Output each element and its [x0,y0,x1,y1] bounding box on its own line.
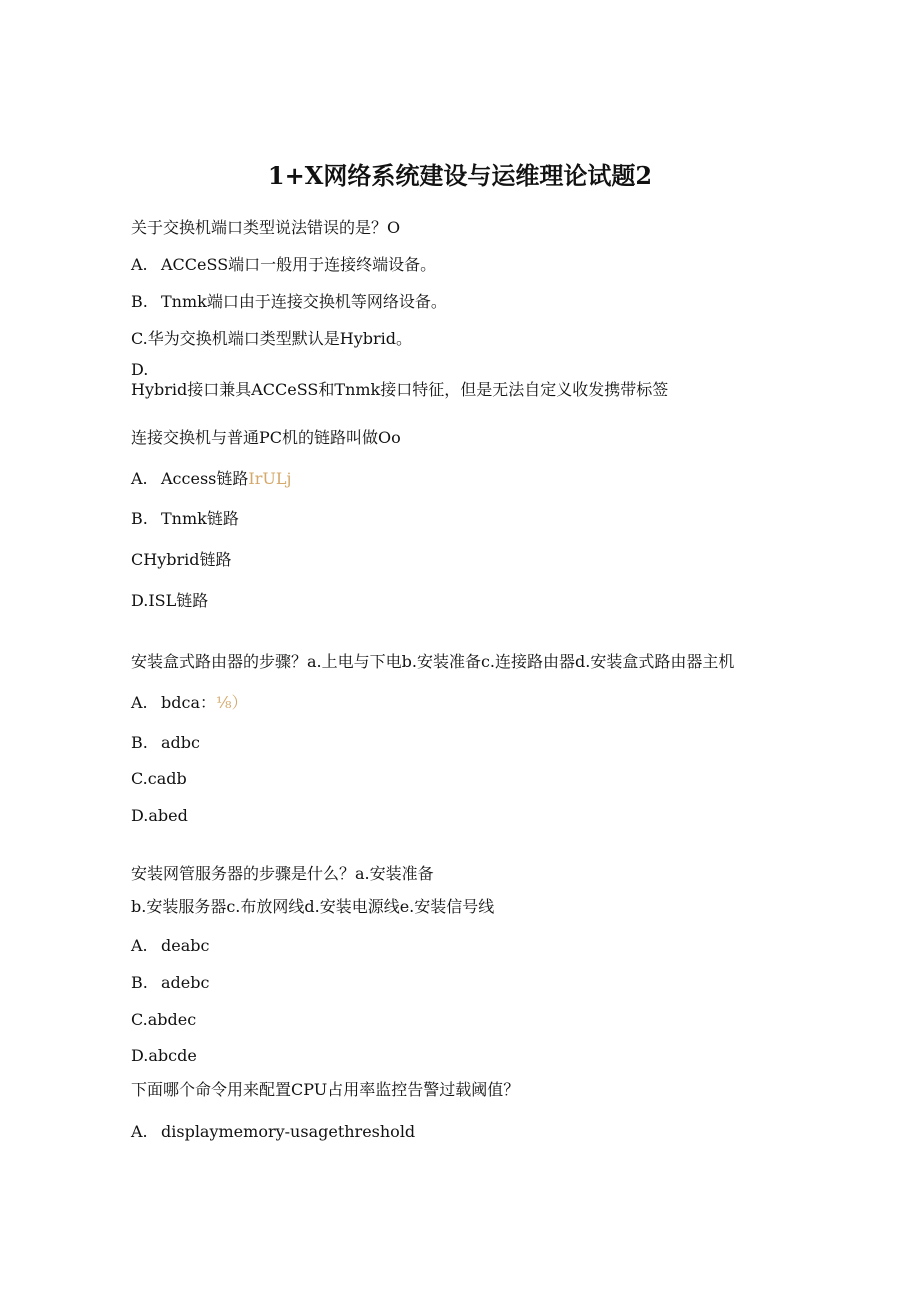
question-2-stem: 连接交换机与普通PC机的链路叫做Oo [131,428,401,447]
option-letter: B. [131,973,148,992]
question-1-option-d-label: D. [131,360,149,379]
question-1-stem: 关于交换机端口类型说法错误的是？O [131,218,401,237]
option-text: adebc [161,973,210,992]
option-text: adbc [161,733,200,752]
question-2-option-a [131,468,291,490]
question-4-stem: 安装网管服务器的步骤是什么？a.安装准备 [131,864,434,883]
handwritten-note: IrULj [248,469,292,488]
question-4-option-b [131,972,209,994]
option-letter: A. [131,255,148,274]
question-1-option-b [131,291,447,313]
question-3-option-c: C.cadb [131,769,187,788]
option-letter: B. [131,733,148,752]
question-3-option-a [131,692,248,714]
option-text: Access链路 [161,469,249,488]
handwritten-note: ⅛） [216,693,248,712]
question-1-option-c: C.华为交换机端口类型默认是Hybrid。 [131,329,413,348]
question-4-stem-continued: b.安装服务器c.布放网线d.安装电源线e.安装信号线 [131,897,495,916]
question-4-option-d: D.abcde [131,1046,197,1065]
option-letter: B. [131,292,148,311]
option-letter: A. [131,469,148,488]
page-title: 1+X网络系统建设与运维理论试题2 [267,161,653,190]
option-text: Tnmk链路 [161,509,239,528]
option-text: displaymemory-usagethreshold [161,1122,416,1141]
question-4-option-a [131,935,209,957]
option-letter: A. [131,1122,148,1141]
question-3-option-b [131,732,200,754]
option-text: bdca： [161,693,216,712]
option-letter: A. [131,693,148,712]
question-3-stem: 安装盒式路由器的步骤？a.上电与下电b.安装准备c.连接路由器d.安装盒式路由器主机 [131,652,735,671]
option-text: Tnmk端口由于连接交换机等网络设备。 [161,292,447,311]
question-2-option-d: D.ISL链路 [131,591,209,610]
question-2-option-c: CHybrid链路 [131,550,232,569]
option-text: ACCeSS端口一般用于连接终端设备。 [161,255,437,274]
question-3-option-d: D.abed [131,806,188,825]
option-letter: A. [131,936,148,955]
question-1-option-d: Hybrid接口兼具ACCeSS和Tnmk接口特征，但是无法自定义收发携带标签 [131,380,669,399]
question-5-stem: 下面哪个命令用来配置CPU占用率监控告警过载阈值？ [131,1080,520,1099]
question-4-option-c: C.abdec [131,1010,197,1029]
question-1-option-a [131,254,436,276]
option-letter: B. [131,509,148,528]
option-text: deabc [161,936,210,955]
question-5-option-a [131,1121,415,1143]
question-2-option-b [131,508,239,530]
